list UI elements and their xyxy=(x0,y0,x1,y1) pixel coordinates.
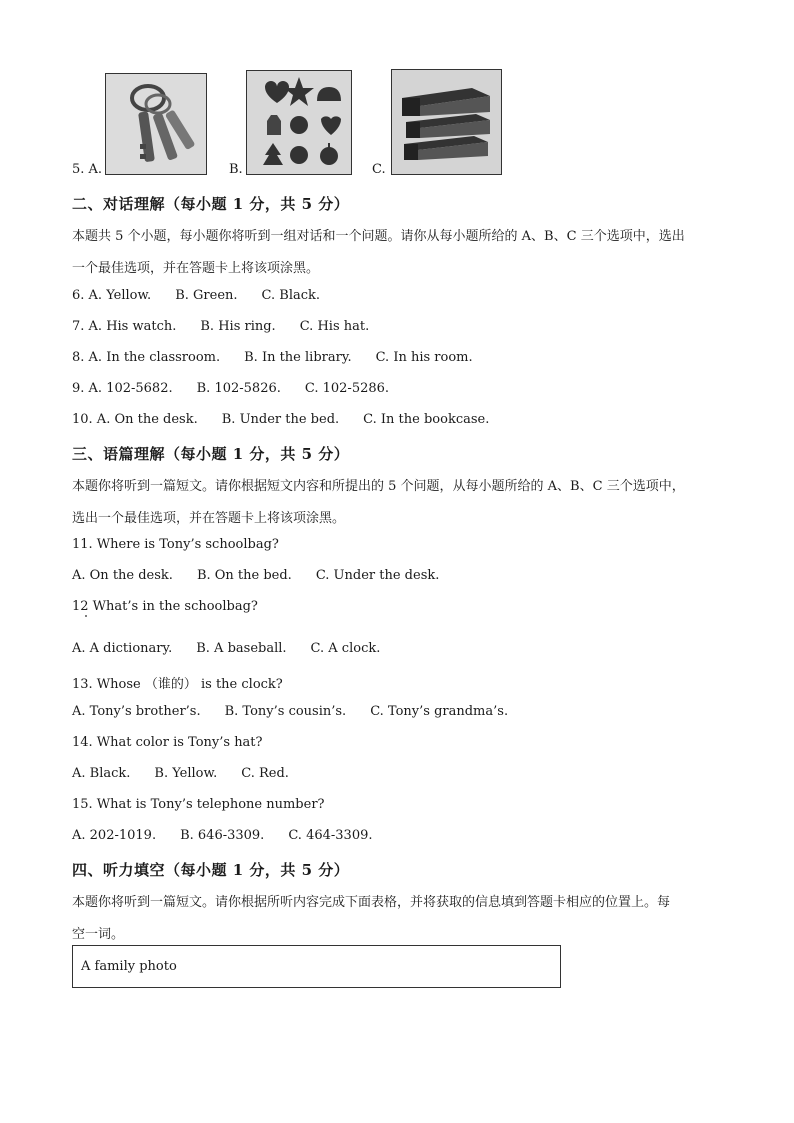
question-15-text: 15. What is Tony’s telephone number? xyxy=(72,797,325,812)
question-11-options xyxy=(72,568,463,583)
q8-option-a: 8. A. In the classroom. xyxy=(72,350,221,365)
section3-instructions-1: 本题你将听到一篇短文。请你根据短文内容和所提出的 5 个问题，从每小题所给的 A、B、C 三个选项中， xyxy=(72,479,685,494)
question-8 xyxy=(72,350,497,365)
q9-option-a: 9. A. 102-5682. xyxy=(72,381,173,396)
question-11-text: 11. Where is Tony’s schoolbag? xyxy=(72,537,279,552)
q11-option-b: B. On the bed. xyxy=(196,568,292,583)
q8-option-c: C. In his room. xyxy=(375,350,473,365)
stray-dot xyxy=(85,615,87,617)
shapes-grid-icon xyxy=(246,70,352,175)
q8-option-b: B. In the library. xyxy=(244,350,352,365)
q14-option-b: B. Yellow. xyxy=(154,766,218,781)
q7-option-a: 7. A. His watch. xyxy=(72,319,177,334)
q13-option-c: C. Tony’s grandma’s. xyxy=(370,704,509,719)
question-10 xyxy=(72,412,513,427)
q10-option-a: 10. A. On the desk. xyxy=(72,412,198,427)
section2-instructions-2: 一个最佳选项，并在答题卡上将该项涂黑。 xyxy=(72,261,320,276)
q9-option-c: C. 102-5286. xyxy=(304,381,390,396)
question-13-text: 13. Whose （谁的） is the clock? xyxy=(72,677,283,692)
fill-in-table xyxy=(72,945,561,988)
section4-heading: 四、听力填空（每小题 1 分，共 5 分） xyxy=(72,861,350,879)
q11-option-a: A. On the desk. xyxy=(72,568,173,583)
section3-instructions-2: 选出一个最佳选项，并在答题卡上将该项涂黑。 xyxy=(72,511,346,526)
q5-label: 5. A. xyxy=(72,162,103,177)
question-12-options xyxy=(72,641,404,656)
q5-option-b: B. xyxy=(229,162,243,177)
question-6 xyxy=(72,288,344,303)
section2-instructions-1: 本题共 5 个小题，每小题你将听到一组对话和一个问题。请你从每小题所给的 A、B、C 三个选项中，选出 xyxy=(72,229,685,244)
question-14-options xyxy=(72,766,313,781)
q14-option-a: A. Black. xyxy=(72,766,131,781)
q10-option-c: C. In the bookcase. xyxy=(363,412,490,427)
question-13-options xyxy=(72,704,532,719)
keys-icon xyxy=(105,73,207,175)
books-icon xyxy=(391,69,502,175)
q13-option-b: B. Tony’s cousin’s. xyxy=(224,704,347,719)
question-7 xyxy=(72,319,393,334)
section4-instructions-2: 空一词。 xyxy=(72,927,125,942)
q13-option-a: A. Tony’s brother’s. xyxy=(72,704,201,719)
section2-heading: 二、对话理解（每小题 1 分，共 5 分） xyxy=(72,195,350,213)
question-12-text: 12 What’s in the schoolbag? xyxy=(72,599,258,614)
q15-option-b: B. 646-3309. xyxy=(180,828,265,843)
q6-option-a: 6. A. Yellow. xyxy=(72,288,152,303)
q12-option-b: B. A baseball. xyxy=(196,641,287,656)
q7-option-b: B. His ring. xyxy=(200,319,276,334)
section4-instructions-1: 本题你将听到一篇短文。请你根据所听内容完成下面表格，并将获取的信息填到答题卡相应的位置上。每 xyxy=(72,895,671,910)
q5-option-c: C. xyxy=(372,162,386,177)
q9-option-b: B. 102-5826. xyxy=(196,381,281,396)
q15-option-a: A. 202-1019. xyxy=(72,828,157,843)
q15-option-c: C. 464-3309. xyxy=(288,828,373,843)
q11-option-c: C. Under the desk. xyxy=(315,568,440,583)
q6-option-c: C. Black. xyxy=(261,288,321,303)
question-14-text: 14. What color is Tony’s hat? xyxy=(72,735,263,750)
question-15-options xyxy=(72,828,397,843)
table-title: A family photo xyxy=(81,959,177,974)
q7-option-c: C. His hat. xyxy=(299,319,370,334)
q14-option-c: C. Red. xyxy=(241,766,289,781)
q12-option-a: A. A dictionary. xyxy=(72,641,173,656)
q12-option-c: C. A clock. xyxy=(310,641,381,656)
q10-option-b: B. Under the bed. xyxy=(221,412,340,427)
q6-option-b: B. Green. xyxy=(175,288,238,303)
question-9 xyxy=(72,381,413,396)
section3-heading: 三、语篇理解（每小题 1 分，共 5 分） xyxy=(72,445,350,463)
